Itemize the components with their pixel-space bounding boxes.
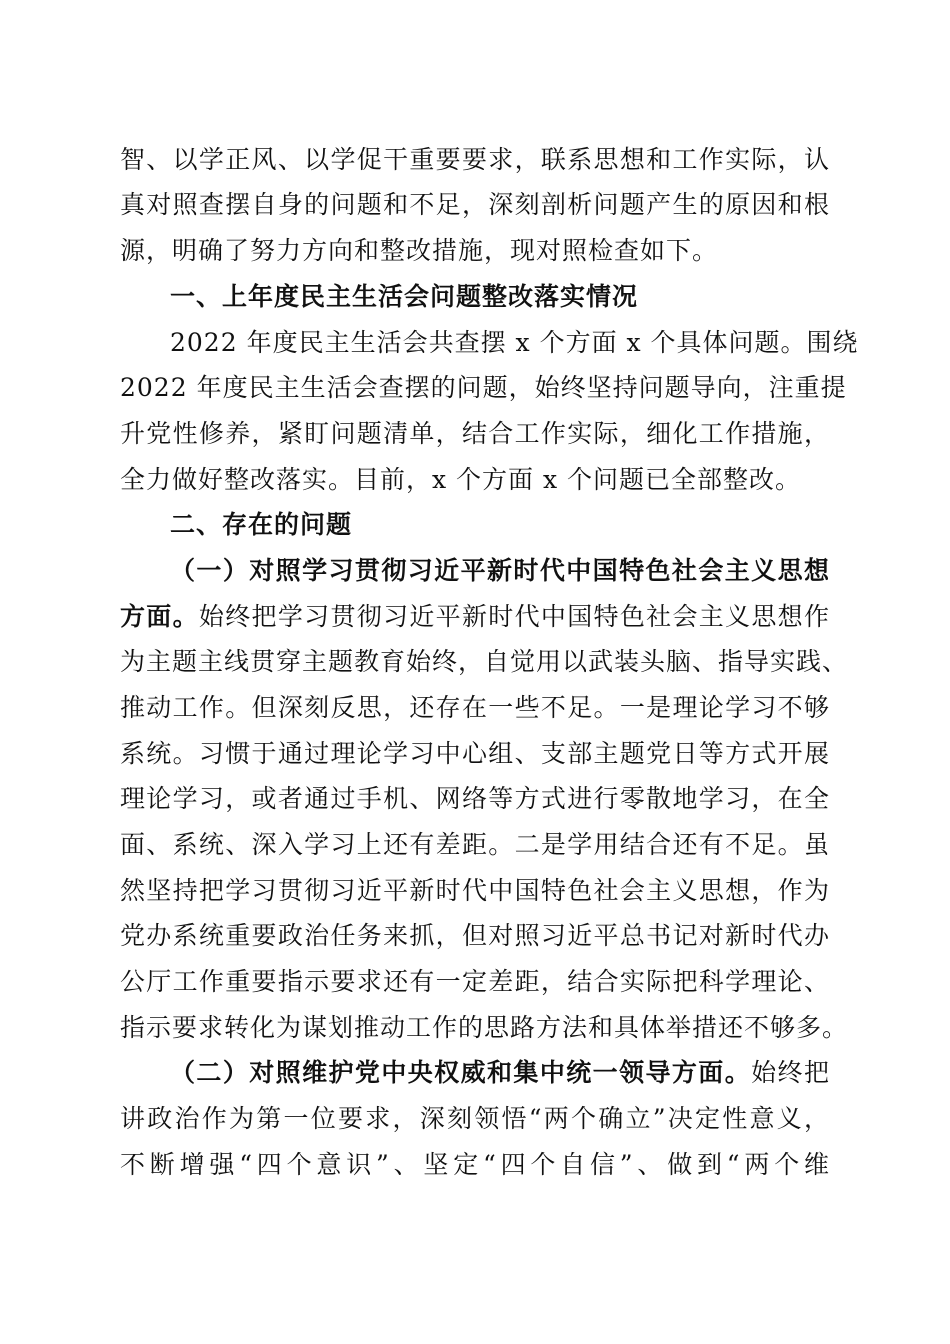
intro-line-3: 源，明确了努力方向和整改措施，现对照检查如下。 bbox=[120, 236, 719, 265]
item-1-line-6: 理论学习，或者通过手机、网络等方式进行零散地学习，在全 bbox=[120, 784, 830, 813]
section-1-line-1: 2022 年度民主生活会共查摆 x 个方面 x 个具体问题。围绕 bbox=[170, 328, 859, 357]
section-1-line-3: 升党性修养，紧盯问题清单，结合工作实际，细化工作措施， bbox=[120, 419, 830, 448]
item-2-line-2: 讲政治作为第一位要求，深刻领悟“两个确立”决定性意义， bbox=[120, 1104, 830, 1133]
item-2-line-1 bbox=[170, 1051, 830, 1095]
intro-line-2: 真对照查摆自身的问题和不足，深刻剖析问题产生的原因和根 bbox=[120, 190, 830, 219]
item-1-line-4: 推动工作。但深刻反思，还存在一些不足。一是理论学习不够 bbox=[120, 693, 830, 722]
section-1-heading: 一、上年度民主生活会问题整改落实情况 bbox=[170, 282, 639, 311]
item-1-line-2 bbox=[120, 595, 830, 639]
item-1-line-2-text: 始终把学习贯彻习近平新时代中国特色社会主义思想作 bbox=[198, 602, 830, 631]
item-1-title-line-1: （一）对照学习贯彻习近平新时代中国特色社会主义思想 bbox=[170, 556, 830, 585]
item-1-line-8: 然坚持把学习贯彻习近平新时代中国特色社会主义思想，作为 bbox=[120, 876, 830, 905]
item-2-line-3: 不断增强“四个意识”、坚定“四个自信”、做到“两个维 bbox=[120, 1150, 830, 1179]
section-1-line-4: 全力做好整改落实。目前，x 个方面 x 个问题已全部整改。 bbox=[120, 465, 802, 494]
item-1-line-7: 面、系统、深入学习上还有差距。二是学用结合还有不足。虽 bbox=[120, 830, 830, 859]
intro-line-1: 智、以学正风、以学促干重要要求，联系思想和工作实际，认 bbox=[120, 145, 830, 174]
item-2-line-1-text: 始终把 bbox=[751, 1058, 830, 1087]
item-1-line-9: 党办系统重要政治任务来抓，但对照习近平总书记对新时代办 bbox=[120, 921, 830, 950]
section-2-heading: 二、存在的问题 bbox=[170, 510, 353, 539]
item-1-line-10: 公厅工作重要指示要求还有一定差距，结合实际把科学理论、 bbox=[120, 967, 830, 996]
item-1-line-3: 为主题主线贯穿主题教育始终，自觉用以武装头脑、指导实践、 bbox=[120, 647, 849, 676]
item-1-line-5: 系统。习惯于通过理论学习中心组、支部主题党日等方式开展 bbox=[120, 739, 830, 768]
item-2-title: （二）对照维护党中央权威和集中统一领导方面。 bbox=[170, 1058, 752, 1087]
item-1-line-11: 指示要求转化为谋划推动工作的思路方法和具体举措还不够多。 bbox=[120, 1013, 849, 1042]
section-1-line-2: 2022 年度民主生活会查摆的问题，始终坚持问题导向，注重提 bbox=[120, 373, 847, 402]
item-1-title-line-2: 方面。 bbox=[120, 602, 199, 631]
